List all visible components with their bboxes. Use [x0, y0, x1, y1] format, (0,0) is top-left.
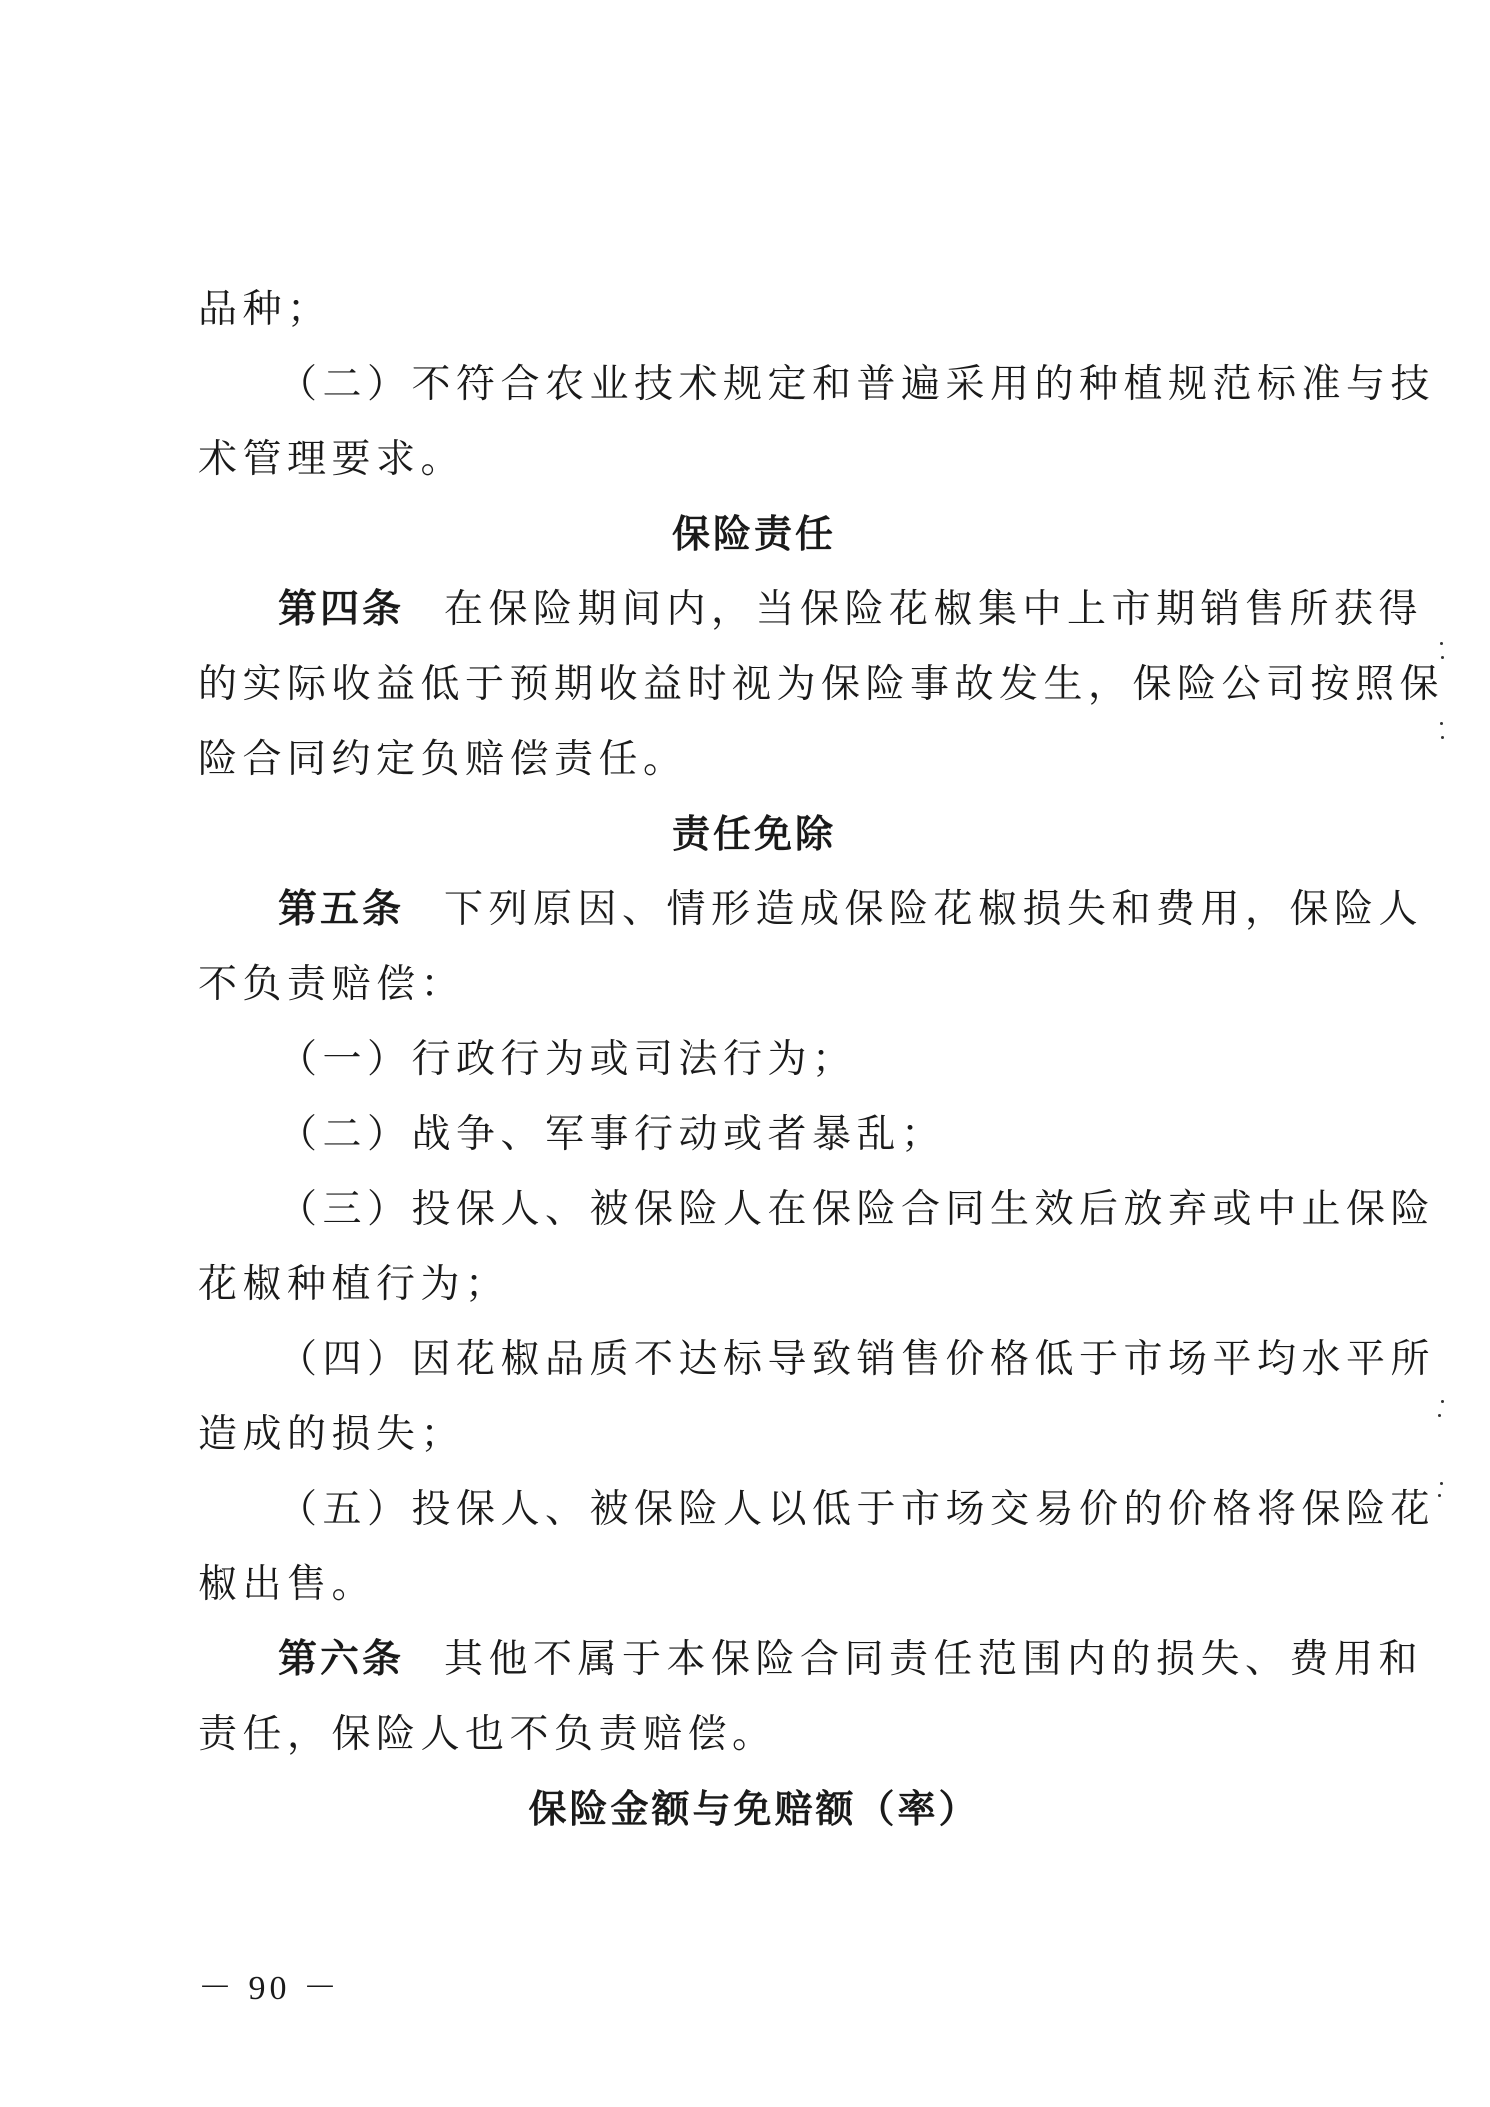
document-body	[198, 272, 1445, 1847]
text-line: 险合同约定负赔偿责任。	[198, 737, 688, 782]
text-line: 术管理要求。	[198, 437, 466, 482]
section-heading-amount: 保险金额与免赔额（率）	[528, 1787, 980, 1831]
exclusion-item: （五）投保人、被保险人以低于市场交易价的价格将保险花	[278, 1487, 1436, 1532]
scan-speck	[1438, 1414, 1441, 1417]
article-4-first-line	[198, 572, 1424, 647]
section-heading-liability: 保险责任	[671, 512, 836, 556]
scan-speck	[1441, 656, 1444, 659]
article-number: 第五条	[278, 887, 405, 932]
text-line: 责任，保险人也不负责赔偿。	[198, 1712, 777, 1757]
article-text: 下列原因、情形造成保险花椒损失和费用，保险人	[444, 887, 1424, 932]
article-5-first-line	[198, 872, 1424, 947]
exclusion-item: （二）战争、军事行动或者暴乱；	[278, 1112, 946, 1157]
exclusion-item-continuation: 花椒种植行为；	[198, 1262, 510, 1307]
article-text: 在保险期间内，当保险花椒集中上市期销售所获得	[444, 587, 1424, 632]
article-number: 第六条	[278, 1637, 405, 1682]
scan-speck	[1438, 1494, 1441, 1497]
scan-speck	[1440, 642, 1443, 645]
exclusion-item: （四）因花椒品质不达标导致销售价格低于市场平均水平所	[278, 1337, 1436, 1382]
page-number: － 90 －	[198, 1970, 341, 2007]
article-6-first-line	[198, 1622, 1424, 1697]
scan-speck	[1440, 722, 1443, 725]
scan-speck	[1441, 736, 1444, 739]
scan-speck	[1441, 1400, 1444, 1403]
exclusion-item: （三）投保人、被保险人在保险合同生效后放弃或中止保险	[278, 1187, 1436, 1232]
exclusion-item-continuation: 椒出售。	[198, 1562, 377, 1607]
article-text: 其他不属于本保险合同责任范围内的损失、费用和	[444, 1637, 1424, 1682]
scan-speck	[1440, 1482, 1443, 1485]
text-line: 品种；	[198, 287, 332, 332]
exclusion-item: （一）行政行为或司法行为；	[278, 1037, 857, 1082]
text-line: （二）不符合农业技术规定和普遍采用的种植规范标准与技	[278, 362, 1436, 407]
text-line: 不负责赔偿：	[198, 962, 466, 1007]
text-line: 的实际收益低于预期收益时视为保险事故发生，保险公司按照保	[198, 662, 1445, 707]
article-number: 第四条	[278, 587, 405, 632]
section-heading-exclusions: 责任免除	[671, 812, 836, 856]
exclusion-item-continuation: 造成的损失；	[198, 1412, 466, 1457]
